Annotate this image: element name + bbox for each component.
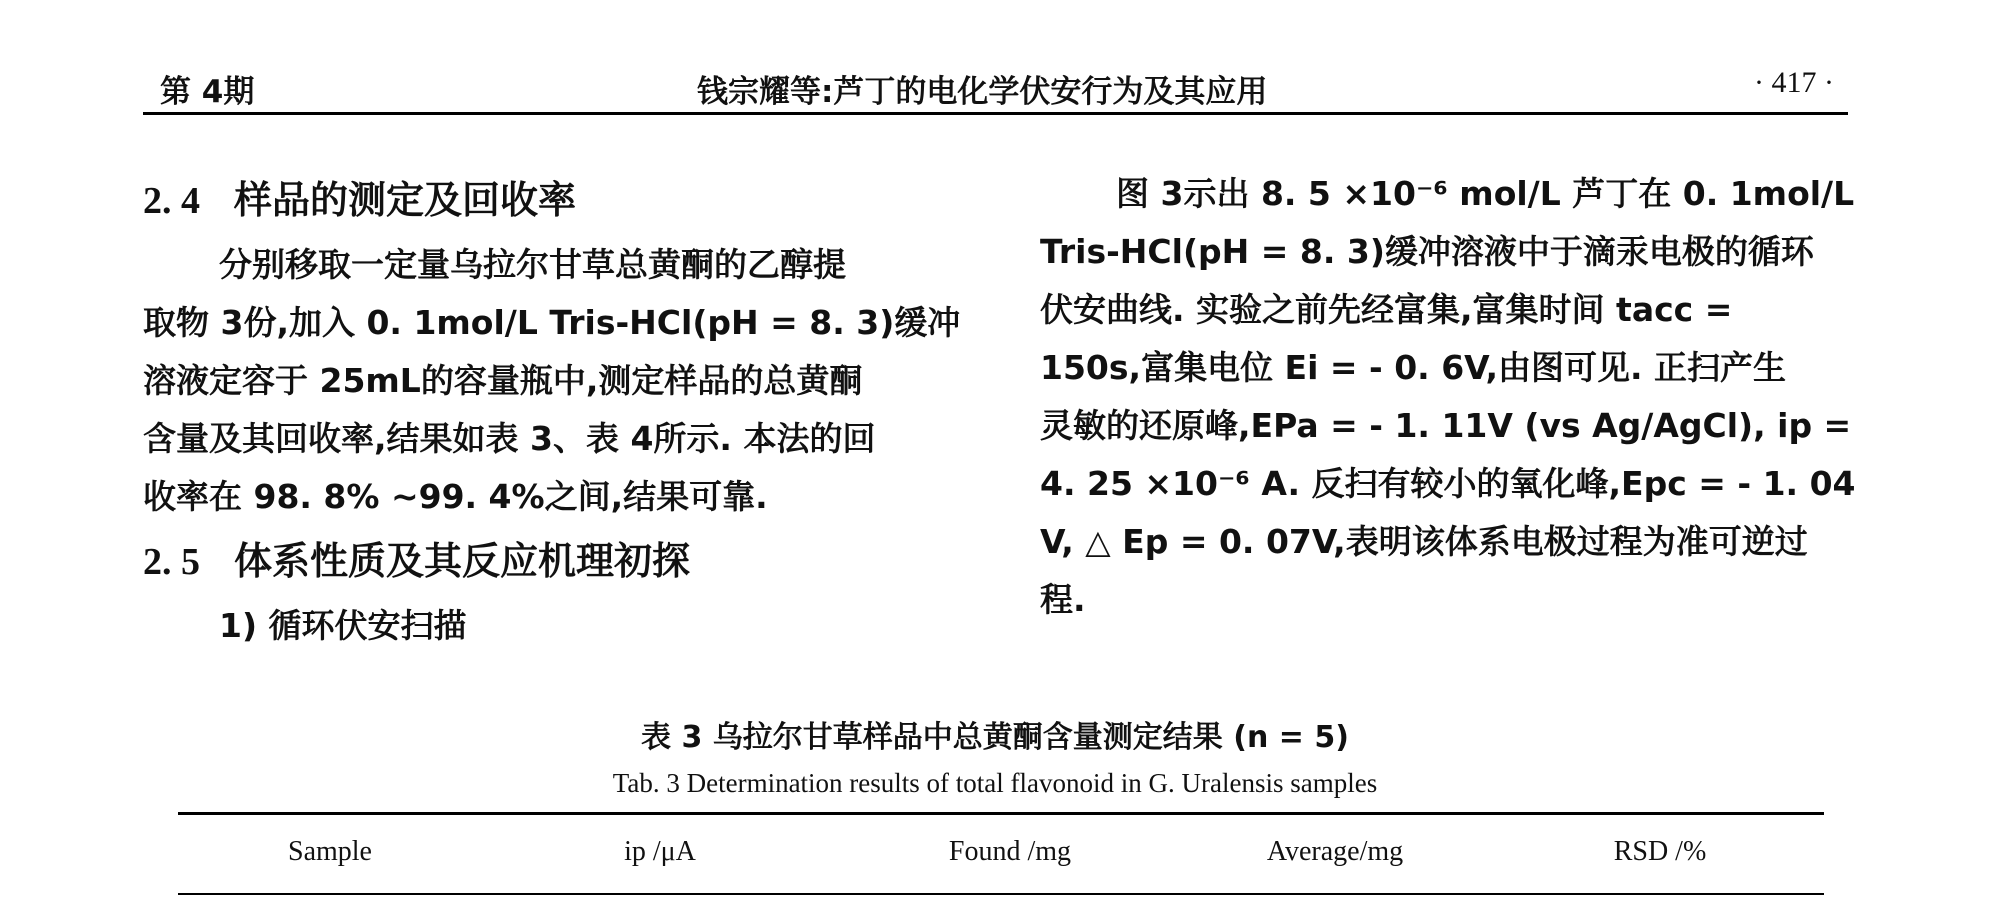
issue-number: 第 4期 xyxy=(160,74,255,110)
table-top-rule xyxy=(178,812,1824,815)
column-header-sample: Sample xyxy=(288,836,372,867)
running-title: 钱宗耀等:芦丁的电化学伏安行为及其应用 xyxy=(697,74,1268,110)
column-header-ip: ip /μA xyxy=(624,836,696,867)
column-header-rsd: RSD /% xyxy=(1613,836,1707,867)
left-column xyxy=(143,165,963,655)
paragraph-line: V, △ Ep = 0. 07V,表明该体系电极过程为准可逆过 xyxy=(1040,522,1808,561)
paragraph-line: 含量及其回收率,结果如表 3、表 4所示. 本法的回 xyxy=(143,419,876,458)
section-title: 体系性质及其反应机理初探 xyxy=(234,539,691,583)
page-number: · 417 · xyxy=(1754,66,1834,99)
paragraph-line: 收率在 98. 8% ~99. 4%之间,结果可靠. xyxy=(143,477,768,516)
section-number: 2. 5 xyxy=(143,541,200,583)
paragraph-line: 分别移取一定量乌拉尔甘草总黄酮的乙醇提 xyxy=(219,245,846,284)
paragraph-line: 图 3示出 8. 5 ×10⁻⁶ mol/L 芦丁在 0. 1mol/L xyxy=(1116,174,1855,213)
header-rule xyxy=(143,112,1848,115)
table-header-rule xyxy=(178,893,1824,895)
table-caption-cn: 表 3 乌拉尔甘草样品中总黄酮含量测定结果 (n = 5) xyxy=(641,720,1349,755)
paragraph-line: 溶液定容于 25mL的容量瓶中,测定样品的总黄酮 xyxy=(143,361,863,400)
paragraph-line: 取物 3份,加入 0. 1mol/L Tris-HCl(pH = 8. 3)缓冲 xyxy=(143,303,961,342)
paragraph-line: 4. 25 ×10⁻⁶ A. 反扫有较小的氧化峰,Epc = - 1. 04 xyxy=(1040,464,1856,503)
paragraph-line: 灵敏的还原峰,EPa = - 1. 11V (vs Ag/AgCl), ip = xyxy=(1040,406,1852,445)
paragraph-line: 150s,富集电位 Ei = - 0. 6V,由图可见. 正扫产生 xyxy=(1040,348,1787,387)
column-header-found: Found /mg xyxy=(948,836,1072,867)
section-number: 2. 4 xyxy=(143,180,200,222)
paragraph-line: 伏安曲线. 实验之前先经富集,富集时间 tacc = xyxy=(1040,290,1733,329)
subsection-heading: 1) 循环伏安扫描 xyxy=(219,606,467,645)
table-caption-en: Tab. 3 Determination results of total flavonoid in G. Uralensis samples xyxy=(612,768,1378,798)
section-title: 样品的测定及回收率 xyxy=(234,178,577,222)
section-heading-2-5 xyxy=(143,526,963,597)
section-heading-2-4 xyxy=(143,165,963,236)
paragraph-line: 程. xyxy=(1040,580,1086,619)
paragraph-line: Tris-HCl(pH = 8. 3)缓冲溶液中于滴汞电极的循环 xyxy=(1040,232,1814,271)
right-column xyxy=(1040,165,1870,629)
column-header-average: Average/mg xyxy=(1266,836,1404,867)
